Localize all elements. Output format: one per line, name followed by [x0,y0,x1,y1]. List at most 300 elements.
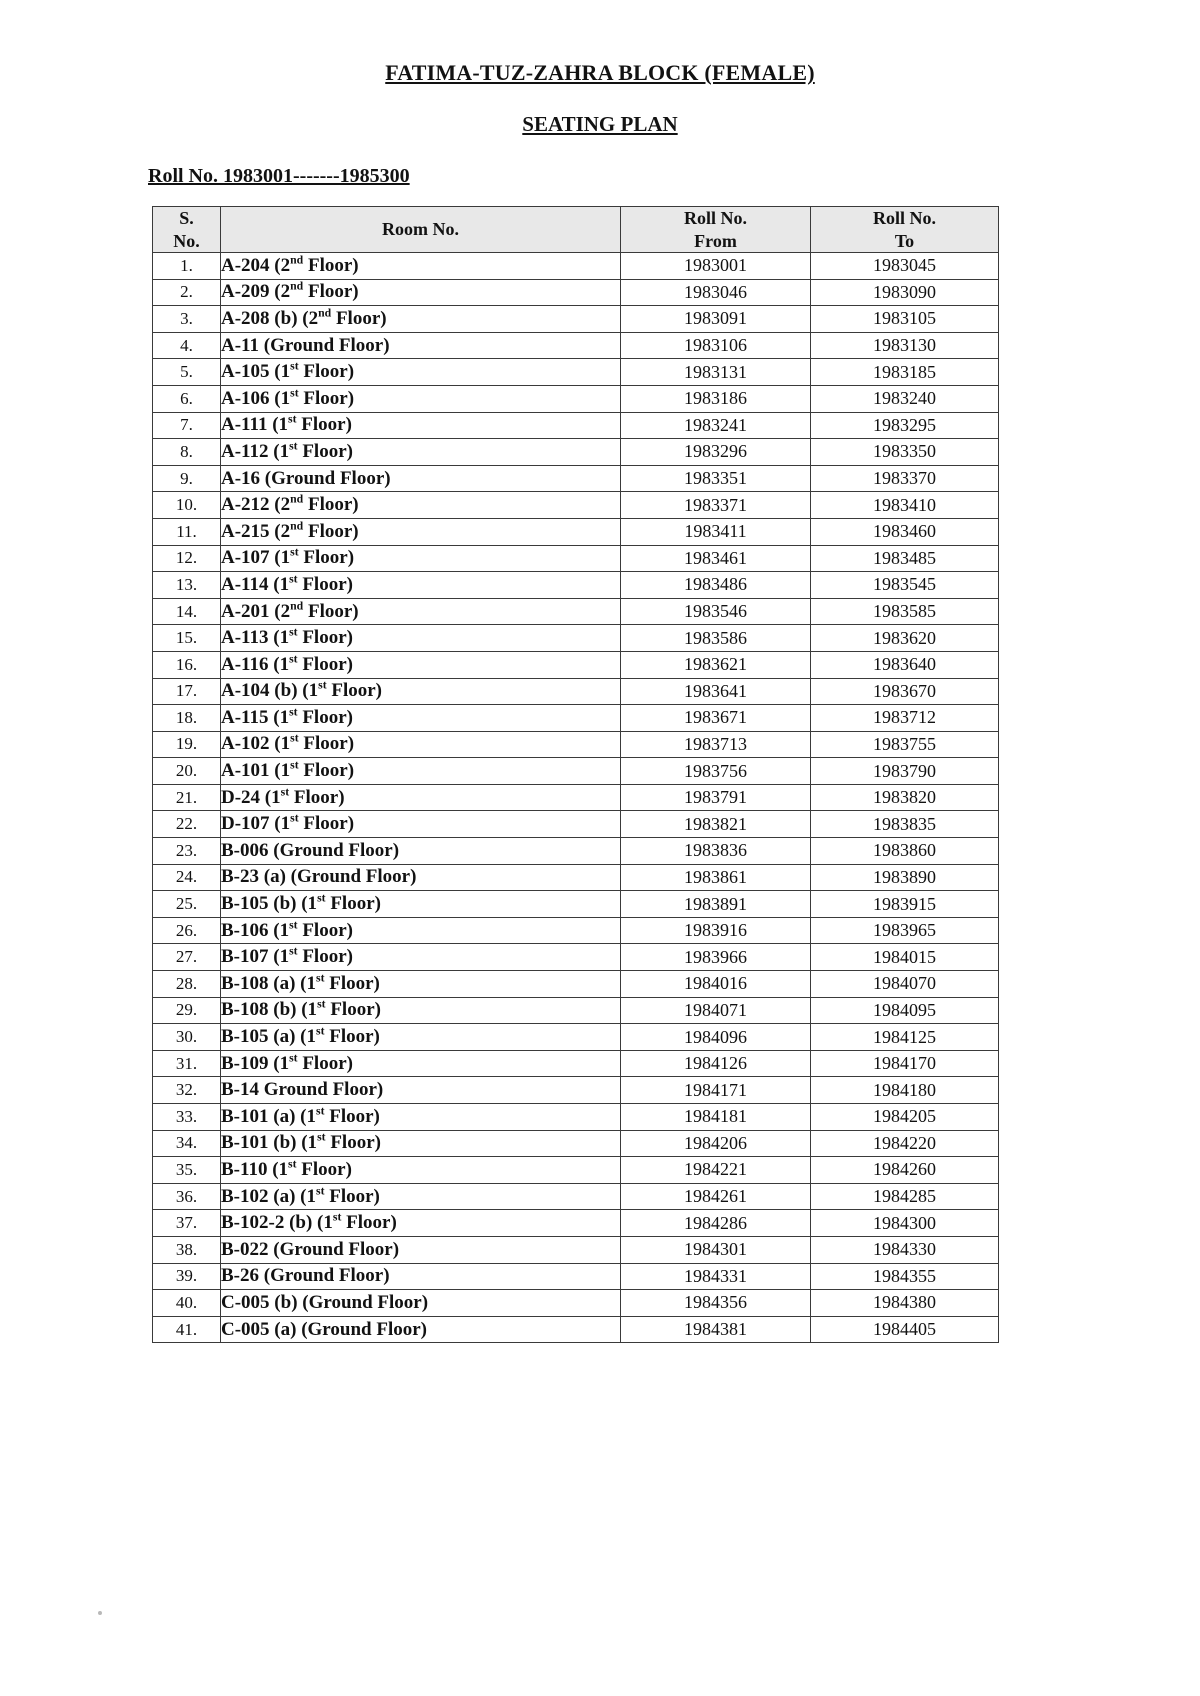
room-name-main: B-006 (Ground Floor) [221,839,400,861]
room-name-main: A-11 (Ground Floor) [221,334,390,356]
cell-room-number [221,1130,621,1157]
header-roll-from [621,207,811,253]
cell-room-number [221,1050,621,1077]
header-roll-from-line2: From [694,230,737,251]
cell-roll-from: 1983486 [621,572,811,599]
cell-roll-to: 1984070 [811,971,999,998]
cell-roll-to: 1983090 [811,279,999,306]
header-roll-from-line1: Roll No. [684,208,747,228]
room-name-tail: Floor) [303,254,359,276]
table-row [153,891,999,918]
cell-room-number [221,306,621,333]
cell-room-number [221,518,621,545]
cell-serial-number: 13. [153,572,221,599]
room-name-main: B-102-2 (b) (1 [221,1212,333,1234]
room-name-tail: Floor) [298,733,355,755]
header-roll-to-line2: To [894,230,915,251]
cell-room-number [221,997,621,1024]
room-name-main: B-26 (Ground Floor) [221,1265,390,1287]
cell-serial-number: 8. [153,439,221,466]
cell-room-number [221,279,621,306]
header-roll-to-line1: Roll No. [873,208,936,228]
room-name-tail: Floor) [298,387,355,409]
cell-room-number [221,385,621,412]
room-floor-ordinal: st [317,1131,326,1145]
cell-serial-number: 15. [153,625,221,652]
cell-roll-from: 1984331 [621,1263,811,1290]
cell-roll-from: 1983351 [621,465,811,492]
cell-roll-to: 1983860 [811,838,999,865]
table-row [153,997,999,1024]
table-row [153,625,999,652]
header-room-number: Room No. [221,207,621,253]
room-floor-ordinal: st [318,678,327,692]
cell-roll-from: 1983091 [621,306,811,333]
table-row [153,572,999,599]
cell-serial-number: 2. [153,279,221,306]
room-name-tail: Floor) [324,1026,380,1048]
cell-serial-number: 16. [153,651,221,678]
room-name-main: B-109 (1 [221,1052,290,1074]
cell-roll-to: 1984355 [811,1263,999,1290]
room-floor-ordinal: nd [290,519,304,533]
cell-room-number [221,1263,621,1290]
room-floor-ordinal: st [332,1210,342,1224]
cell-roll-to: 1983185 [811,359,999,386]
cell-room-number [221,1236,621,1263]
cell-room-number [221,864,621,891]
table-row [153,359,999,386]
cell-room-number [221,838,621,865]
header-roll-to [811,207,999,253]
table-row [153,279,999,306]
room-name-tail: Floor) [303,520,359,542]
table-row [153,917,999,944]
title-block [0,0,1200,86]
room-name-tail: Floor) [324,972,380,994]
cell-room-number [221,545,621,572]
room-name-tail: Floor) [298,760,355,782]
cell-serial-number: 18. [153,705,221,732]
room-name-main: A-102 (1 [221,733,291,755]
cell-roll-to: 1984205 [811,1104,999,1131]
cell-roll-to: 1983670 [811,678,999,705]
cell-room-number [221,465,621,492]
room-name-tail: Floor) [324,1185,380,1207]
cell-roll-from: 1984261 [621,1183,811,1210]
cell-roll-from: 1983241 [621,412,811,439]
cell-room-number [221,412,621,439]
cell-roll-from: 1984171 [621,1077,811,1104]
room-floor-ordinal: nd [290,253,304,267]
cell-roll-to: 1983130 [811,332,999,359]
cell-serial-number: 41. [153,1316,221,1343]
room-name-main: A-116 (1 [221,653,290,675]
room-name-main: B-106 (1 [221,919,290,941]
cell-serial-number: 26. [153,917,221,944]
room-floor-ordinal: st [288,413,297,427]
room-floor-ordinal: st [280,785,290,799]
cell-room-number [221,758,621,785]
cell-room-number [221,811,621,838]
room-name-main: A-115 (1 [221,706,290,728]
cell-roll-to: 1983835 [811,811,999,838]
table-row [153,1024,999,1051]
cell-roll-to: 1983965 [811,917,999,944]
cell-roll-from: 1983671 [621,705,811,732]
table-header [153,207,999,253]
cell-room-number [221,1104,621,1131]
cell-roll-to: 1983585 [811,598,999,625]
cell-serial-number: 21. [153,784,221,811]
cell-roll-from: 1983546 [621,598,811,625]
cell-serial-number: 34. [153,1130,221,1157]
cell-roll-to: 1983790 [811,758,999,785]
cell-roll-from: 1983586 [621,625,811,652]
room-floor-ordinal: st [289,625,298,639]
cell-serial-number: 20. [153,758,221,785]
table-row [153,705,999,732]
cell-room-number [221,1077,621,1104]
room-name-tail: Floor) [296,1158,352,1180]
room-name-tail: Floor) [326,680,383,702]
room-floor-ordinal: st [315,1024,325,1038]
cell-serial-number: 29. [153,997,221,1024]
cell-serial-number: 3. [153,306,221,333]
cell-serial-number: 11. [153,518,221,545]
cell-room-number [221,678,621,705]
room-name-main: A-107 (1 [221,547,291,569]
cell-roll-from: 1984016 [621,971,811,998]
table-row [153,1157,999,1184]
room-name-main: B-108 (b) (1 [221,999,318,1021]
cell-room-number [221,492,621,519]
roll-range-label: Roll No. 1983001-------1985300 [148,165,410,187]
cell-room-number [221,731,621,758]
room-name-tail: Floor) [303,281,359,303]
room-floor-ordinal: st [315,971,325,985]
room-floor-ordinal: st [290,758,299,772]
room-name-main: B-108 (a) (1 [221,972,316,994]
room-floor-ordinal: st [317,998,326,1012]
room-name-main: B-107 (1 [221,946,290,968]
roll-range-block [0,165,1200,188]
cell-room-number [221,784,621,811]
room-floor-ordinal: st [290,386,299,400]
cell-roll-from: 1983371 [621,492,811,519]
cell-roll-from: 1983001 [621,253,811,280]
room-name-tail: Floor) [324,1105,380,1127]
cell-roll-from: 1984221 [621,1157,811,1184]
cell-roll-from: 1984286 [621,1210,811,1237]
cell-roll-from: 1983461 [621,545,811,572]
table-row [153,1104,999,1131]
room-floor-ordinal: nd [290,599,304,613]
cell-room-number [221,971,621,998]
room-floor-ordinal: st [315,1104,325,1118]
cell-room-number [221,705,621,732]
cell-roll-from: 1983411 [621,518,811,545]
cell-roll-from: 1983861 [621,864,811,891]
room-floor-ordinal: nd [290,492,304,506]
room-name-main: D-24 (1 [221,786,281,808]
cell-roll-from: 1983966 [621,944,811,971]
room-floor-ordinal: st [290,811,299,825]
cell-room-number [221,598,621,625]
cell-serial-number: 5. [153,359,221,386]
cell-room-number [221,359,621,386]
room-name-main: B-022 (Ground Floor) [221,1238,400,1260]
page-title: FATIMA-TUZ-ZAHRA BLOCK (FEMALE) [385,60,815,85]
cell-roll-to: 1984095 [811,997,999,1024]
table-row [153,439,999,466]
room-name-main: B-23 (a) (Ground Floor) [221,866,417,888]
cell-room-number [221,625,621,652]
cell-roll-to: 1984180 [811,1077,999,1104]
cell-roll-from: 1983891 [621,891,811,918]
cell-roll-to: 1983240 [811,385,999,412]
cell-room-number [221,944,621,971]
room-name-tail: Floor) [297,919,353,941]
room-name-main: B-101 (a) (1 [221,1105,316,1127]
room-floor-ordinal: st [315,1184,325,1198]
room-floor-ordinal: nd [318,306,332,320]
room-name-main: D-107 (1 [221,813,291,835]
room-floor-ordinal: st [289,572,298,586]
cell-roll-to: 1984220 [811,1130,999,1157]
cell-roll-from: 1984126 [621,1050,811,1077]
cell-roll-to: 1983045 [811,253,999,280]
table-row [153,758,999,785]
room-name-main: B-14 Ground Floor) [221,1079,384,1101]
cell-roll-from: 1983621 [621,651,811,678]
cell-roll-from: 1983836 [621,838,811,865]
room-name-tail: Floor) [296,414,352,436]
room-floor-ordinal: st [290,359,299,373]
cell-serial-number: 38. [153,1236,221,1263]
cell-roll-to: 1983370 [811,465,999,492]
cell-roll-to: 1983295 [811,412,999,439]
cell-serial-number: 27. [153,944,221,971]
table-row [153,1050,999,1077]
cell-roll-to: 1983712 [811,705,999,732]
cell-room-number [221,1024,621,1051]
cell-roll-from: 1983296 [621,439,811,466]
cell-roll-to: 1984285 [811,1183,999,1210]
room-name-tail: Floor) [297,653,353,675]
cell-roll-to: 1984260 [811,1157,999,1184]
room-name-main: A-215 (2 [221,520,291,542]
cell-serial-number: 31. [153,1050,221,1077]
table-row [153,253,999,280]
cell-room-number [221,253,621,280]
page-subtitle: SEATING PLAN [522,112,678,136]
room-floor-ordinal: st [289,944,298,958]
table-row [153,1130,999,1157]
table-row [153,492,999,519]
room-name-tail: Floor) [325,999,381,1021]
cell-serial-number: 36. [153,1183,221,1210]
room-name-main: C-005 (a) (Ground Floor) [221,1318,427,1340]
room-name-main: B-110 (1 [221,1158,289,1180]
cell-roll-from: 1983046 [621,279,811,306]
table-row [153,784,999,811]
table-row [153,944,999,971]
cell-room-number [221,1290,621,1317]
cell-roll-to: 1983460 [811,518,999,545]
cell-roll-to: 1983755 [811,731,999,758]
cell-room-number [221,1157,621,1184]
room-name-tail: Floor) [325,893,381,915]
table-row [153,651,999,678]
cell-roll-to: 1984125 [811,1024,999,1051]
room-floor-ordinal: st [289,705,298,719]
room-name-main: A-212 (2 [221,494,291,516]
cell-serial-number: 30. [153,1024,221,1051]
cell-roll-to: 1983350 [811,439,999,466]
cell-roll-from: 1983641 [621,678,811,705]
table-row [153,518,999,545]
room-name-main: A-114 (1 [221,573,290,595]
room-floor-ordinal: st [290,732,299,746]
table-row [153,1077,999,1104]
cell-room-number [221,917,621,944]
room-name-tail: Floor) [297,1052,353,1074]
cell-room-number [221,891,621,918]
cell-roll-to: 1983890 [811,864,999,891]
cell-roll-from: 1983821 [621,811,811,838]
room-name-tail: Floor) [297,627,353,649]
cell-serial-number: 14. [153,598,221,625]
cell-roll-from: 1983916 [621,917,811,944]
room-name-tail: Floor) [297,440,353,462]
cell-roll-to: 1984405 [811,1316,999,1343]
cell-serial-number: 6. [153,385,221,412]
cell-roll-to: 1984380 [811,1290,999,1317]
cell-roll-to: 1984330 [811,1236,999,1263]
room-floor-ordinal: st [317,891,326,905]
table-row [153,412,999,439]
cell-room-number [221,1316,621,1343]
cell-roll-from: 1984301 [621,1236,811,1263]
cell-roll-to: 1984015 [811,944,999,971]
table-row [153,864,999,891]
cell-room-number [221,1210,621,1237]
cell-roll-from: 1984181 [621,1104,811,1131]
header-serial-number [153,207,221,253]
room-floor-ordinal: st [289,1051,298,1065]
room-floor-ordinal: st [288,1157,297,1171]
room-floor-ordinal: st [289,652,298,666]
cell-serial-number: 25. [153,891,221,918]
table-row [153,1183,999,1210]
cell-roll-to: 1984300 [811,1210,999,1237]
room-name-main: A-209 (2 [221,281,291,303]
cell-roll-from: 1984381 [621,1316,811,1343]
cell-roll-from: 1983106 [621,332,811,359]
room-name-main: B-105 (a) (1 [221,1026,316,1048]
room-name-main: B-101 (b) (1 [221,1132,318,1154]
cell-roll-from: 1984206 [621,1130,811,1157]
room-name-tail: Floor) [297,706,353,728]
room-name-main: C-005 (b) (Ground Floor) [221,1291,429,1313]
room-floor-ordinal: nd [290,280,304,294]
cell-roll-to: 1983620 [811,625,999,652]
header-serial-line2: No. [173,230,200,251]
cell-roll-from: 1983756 [621,758,811,785]
table-row [153,465,999,492]
cell-serial-number: 19. [153,731,221,758]
cell-room-number [221,572,621,599]
table-row [153,385,999,412]
cell-roll-to: 1984170 [811,1050,999,1077]
room-name-tail: Floor) [325,1132,381,1154]
cell-serial-number: 9. [153,465,221,492]
room-name-main: A-101 (1 [221,760,291,782]
cell-roll-from: 1983713 [621,731,811,758]
room-name-tail: Floor) [341,1212,397,1234]
cell-roll-to: 1983915 [811,891,999,918]
cell-serial-number: 1. [153,253,221,280]
header-serial-line1: S. [179,208,194,228]
cell-serial-number: 33. [153,1104,221,1131]
room-name-main: A-105 (1 [221,361,291,383]
room-floor-ordinal: st [290,546,299,559]
cell-roll-to: 1983105 [811,306,999,333]
cell-roll-from: 1984096 [621,1024,811,1051]
cell-serial-number: 28. [153,971,221,998]
cell-serial-number: 35. [153,1157,221,1184]
cell-roll-from: 1984356 [621,1290,811,1317]
cell-roll-from: 1983791 [621,784,811,811]
table-row [153,1210,999,1237]
room-name-tail: Floor) [303,494,359,516]
room-name-main: A-16 (Ground Floor) [221,467,391,489]
room-name-tail: Floor) [331,307,387,329]
cell-serial-number: 17. [153,678,221,705]
subtitle-block [0,112,1200,137]
cell-room-number [221,651,621,678]
room-name-main: A-208 (b) (2 [221,307,319,329]
cell-serial-number: 39. [153,1263,221,1290]
table-row [153,811,999,838]
room-floor-ordinal: st [289,439,298,453]
room-name-main: A-104 (b) (1 [221,680,319,702]
room-name-main: B-102 (a) (1 [221,1185,316,1207]
room-floor-ordinal: st [289,918,298,932]
room-name-main: B-105 (b) (1 [221,893,318,915]
cell-roll-to: 1983410 [811,492,999,519]
cell-roll-from: 1983186 [621,385,811,412]
table-row [153,598,999,625]
cell-roll-to: 1983485 [811,545,999,572]
room-name-main: A-204 (2 [221,254,291,276]
room-name-tail: Floor) [289,786,345,808]
cell-serial-number: 22. [153,811,221,838]
table-row [153,1263,999,1290]
room-name-tail: Floor) [297,573,353,595]
table-row [153,678,999,705]
room-name-tail: Floor) [297,946,353,968]
room-name-tail: Floor) [303,600,359,622]
cell-serial-number: 37. [153,1210,221,1237]
cell-roll-from: 1983131 [621,359,811,386]
room-name-main: A-201 (2 [221,600,291,622]
room-name-main: A-112 (1 [221,440,290,462]
cell-roll-to: 1983545 [811,572,999,599]
cell-serial-number: 4. [153,332,221,359]
cell-roll-to: 1983820 [811,784,999,811]
